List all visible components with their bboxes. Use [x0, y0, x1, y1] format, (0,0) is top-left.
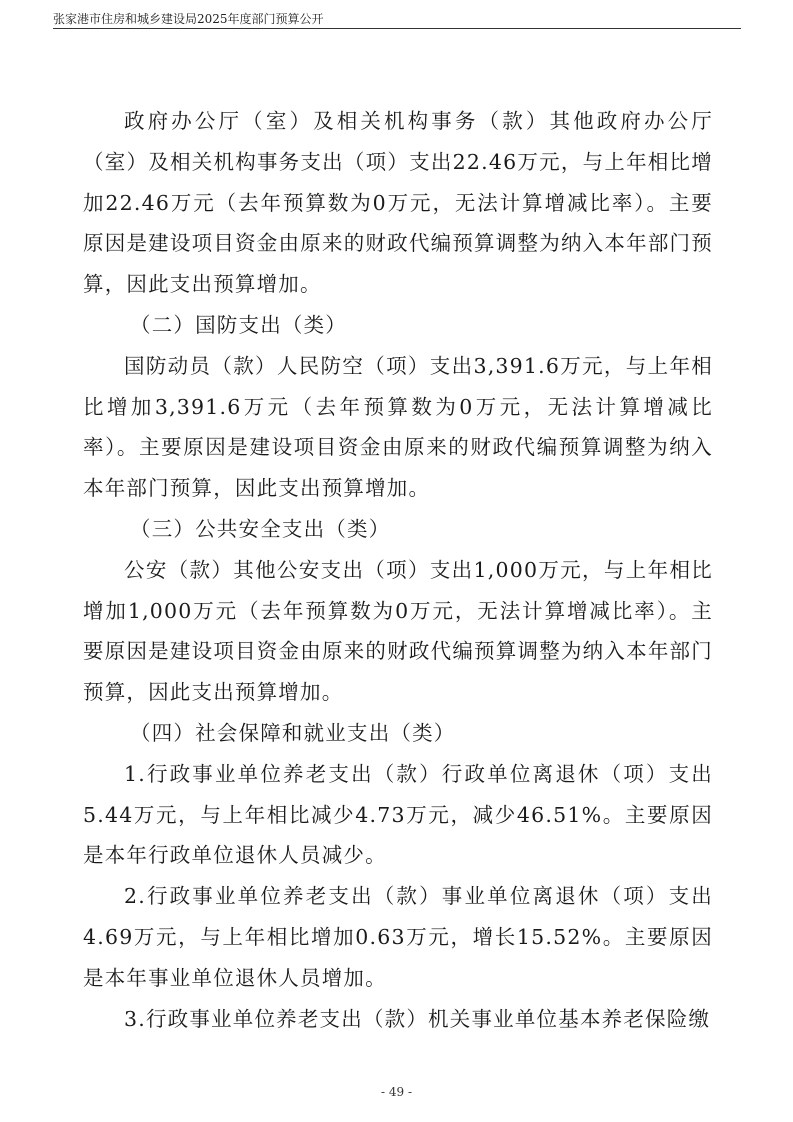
- document-body: [83, 101, 713, 1039]
- page-header: [53, 6, 741, 29]
- page-number: - 49 -: [380, 1085, 412, 1099]
- paragraph-civil-air-defense: 国防动员（款）人民防空（项）支出3,391.6万元，与上年相比增加3,391.6万元（去年预算数为0万元，无法计算增减比率）。主要原因是建设项目资金由原来的财政代编预算调整为纳入本年部门预算，因此支出预算增加。: [83, 353, 713, 501]
- section-heading-defense: （二）国防支出（类）: [130, 312, 347, 337]
- section-heading-public-safety: （三）公共安全支出（类）: [130, 516, 391, 541]
- paragraph-institution-retirement: 2.行政事业单位养老支出（款）事业单位离退休（项）支出4.69万元，与上年相比增加0.63万元，增长15.52%。主要原因是本年事业单位退休人员增加。: [83, 884, 713, 990]
- header-title: 张家港市住房和城乡建设局2025年度部门预算公开: [53, 12, 324, 26]
- section-heading-social-security: （四）社会保障和就业支出（类）: [130, 720, 456, 745]
- paragraph-pension-insurance: 3.行政事业单位养老支出（款）机关事业单位基本养老保险缴: [124, 1006, 711, 1031]
- paragraph-admin-retirement: 1.行政事业单位养老支出（款）行政单位离退休（项）支出5.44万元，与上年相比减少4.73万元，减少46.51%。主要原因是本年行政单位退休人员减少。: [83, 761, 713, 868]
- paragraph-public-security: 公安（款）其他公安支出（项）支出1,000万元，与上年相比增加1,000万元（去年预算数为0万元，无法计算增减比率）。主要原因是建设项目资金由原来的财政代编预算调整为纳入本年部门预算，因此支出预算增加。: [83, 557, 713, 705]
- paragraph-gov-office-expense: 政府办公厅（室）及相关机构事务（款）其他政府办公厅（室）及相关机构事务支出（项）支出22.46万元，与上年相比增加22.46万元（去年预算数为0万元，无法计算增减比率）。主要原因是建设项目资金由原来的财政代编预算调整为纳入本年部门预算，因此支出预算增加。: [83, 109, 713, 297]
